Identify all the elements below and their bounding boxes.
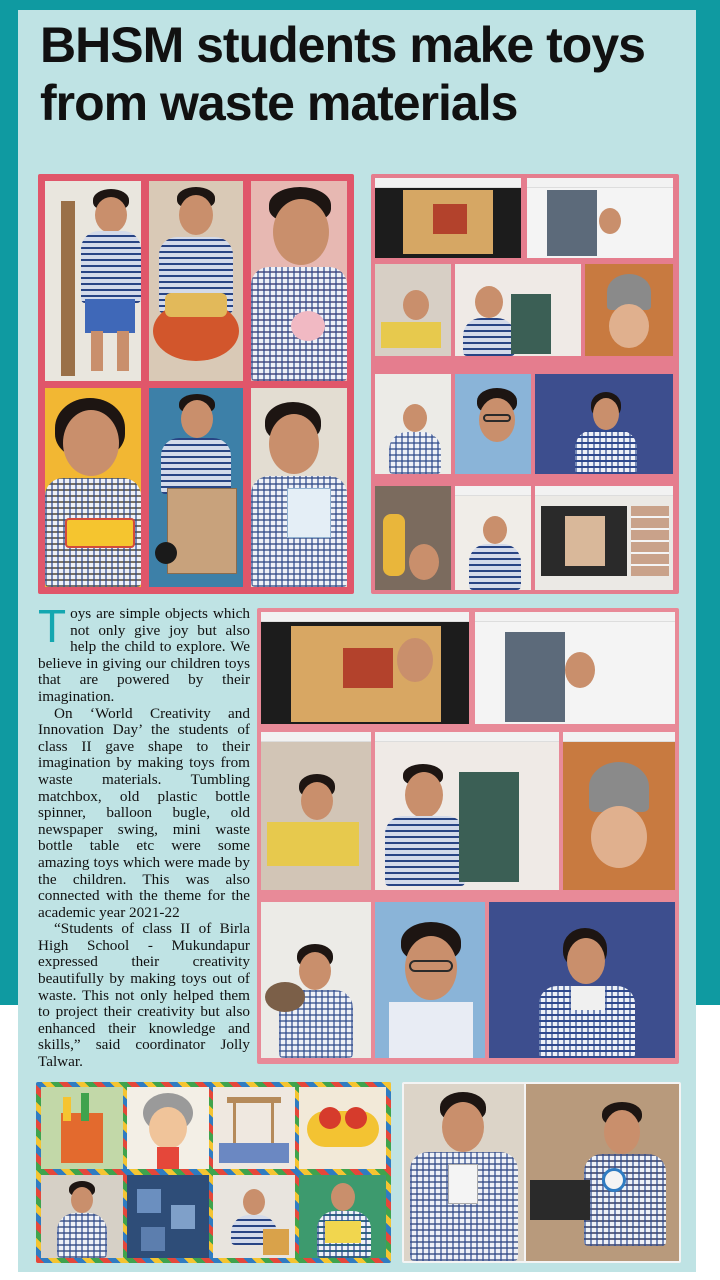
craft-student-bookshelf [41,1175,123,1258]
enlarged-tile-3 [261,732,371,890]
video-tile-9 [375,486,451,590]
craft-swing [213,1087,295,1169]
photo-student-bottle-toy [404,1084,524,1261]
enlarged-tile-6 [261,902,371,1058]
video-tile-6 [375,374,451,474]
video-tile-7 [455,374,531,474]
bottom-photo-pair [402,1082,681,1263]
photo-student-paper-cup [251,388,347,587]
enlarged-tile-2 [475,612,675,724]
video-tile-2 [527,178,673,258]
paragraph-1 [38,600,250,706]
enlarged-video-collage [257,608,679,1064]
student-photo-collage [38,174,354,594]
video-tile-4 [455,264,581,356]
enlarged-tile-4 [375,732,559,890]
craft-eggcarton-bug [299,1087,386,1169]
paragraph-1-text: oys are simple objects which not only give joy but also help the child to explore. We believe in giving our children toys that are powered by their imagination. [38,605,250,705]
craft-dice-board [127,1175,209,1258]
video-tile-1 [375,178,521,258]
enlarged-tile-8 [489,902,675,1058]
video-tile-8 [535,374,673,474]
photo-student-tall-tube [45,181,141,381]
craft-pencil-holder [41,1087,123,1169]
paragraph-3: “Students of class II of Birla High School - Mukundapur expressed their creativity beautifully by making toys out of waste. This not only helped them to project their creativity but also enhanced their knowledge and skills,” said coordinator Jolly Talwar. [38,920,250,1071]
photo-student-girl-egg-tray [45,388,141,587]
headline-line-2: from waste materials [40,75,518,131]
craft-collage [36,1082,391,1263]
enlarged-tile-1 [261,612,469,724]
photo-student-box-car [149,388,243,587]
video-tile-11 [535,486,673,590]
photo-student-train-toy [526,1084,679,1261]
craft-student-box [299,1175,386,1258]
enlarged-tile-5 [563,732,675,890]
article-body [38,600,250,1071]
video-tile-3 [375,264,451,356]
video-tile-10 [455,486,531,590]
photo-student-basket-toy [149,181,243,381]
paragraph-2: On ‘World Creativity and Innovation Day’ the students of class II gave shape to their imagination by making toys from waste materials. Tumbling matchbox, old plastic bottle spinner, balloon bugle, old newspaper swing, mini waste bottle table etc were some amazing toys which were made by the children. This was also connected with the theme for the academic year 2021-22 [38,704,250,921]
craft-face-puppet [127,1087,209,1169]
photo-student-piggy-toy [251,181,347,381]
drop-cap: T [38,600,67,652]
enlarged-tile-7 [375,902,485,1058]
video-tile-5 [585,264,673,356]
video-call-collage [371,174,679,594]
headline-line-1: BHSM students make toys [40,17,645,73]
craft-student-table [213,1175,295,1258]
headline [40,16,690,132]
